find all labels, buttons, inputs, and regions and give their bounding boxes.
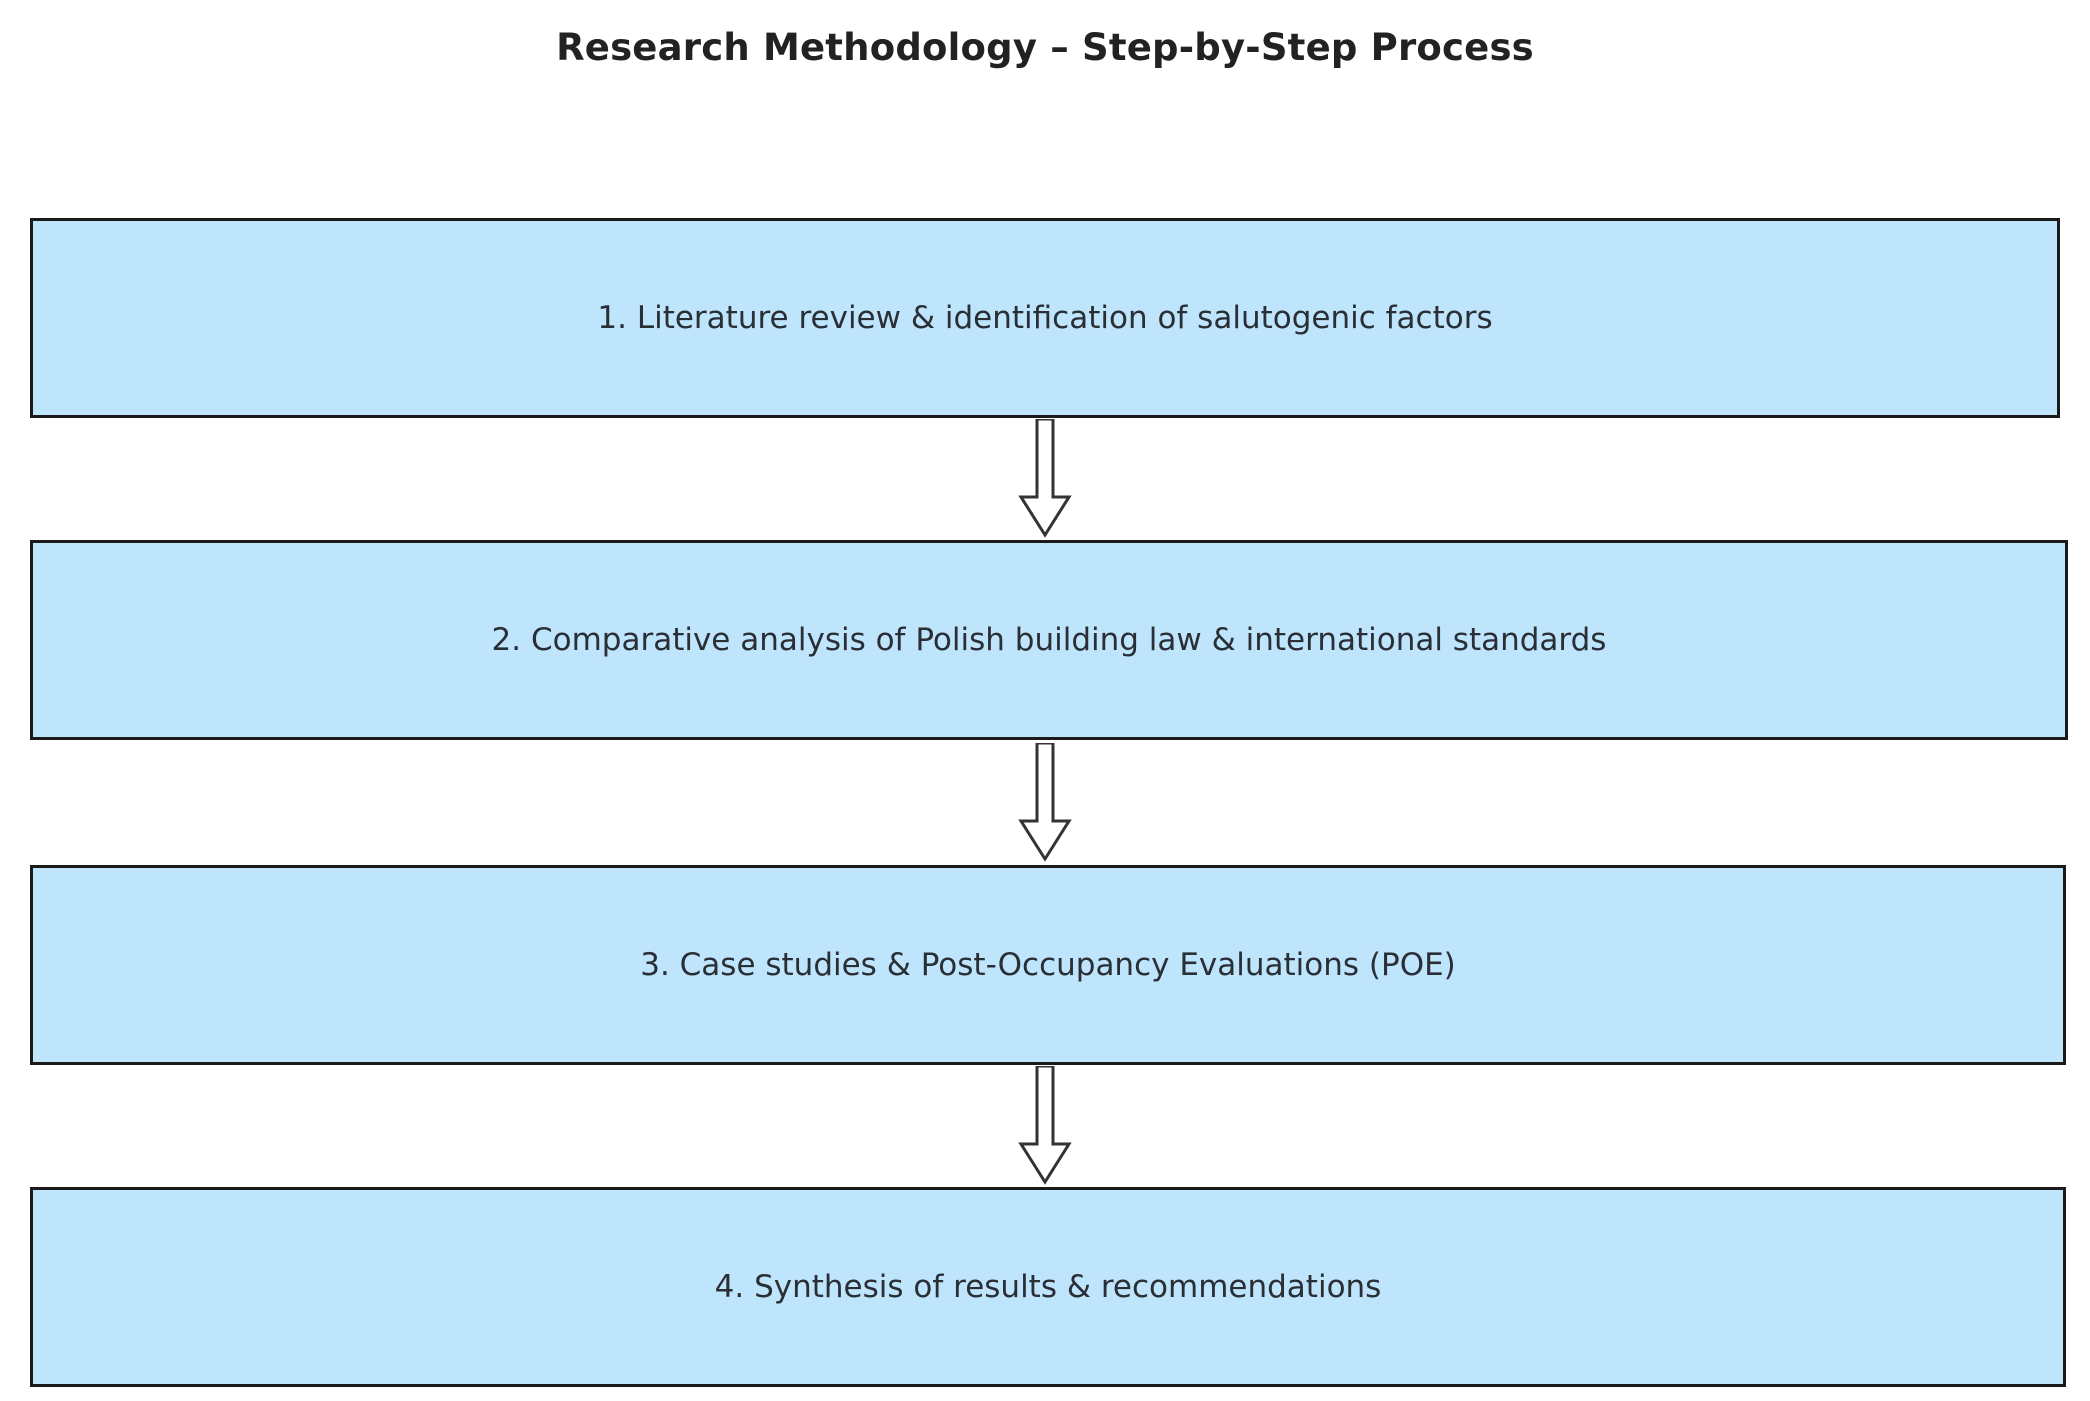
connector-1-2 bbox=[30, 418, 2060, 540]
arrow-down-icon bbox=[1013, 419, 1077, 539]
connector-2-3 bbox=[30, 740, 2060, 865]
flow-step-1[interactable] bbox=[30, 218, 2060, 418]
flow-step-3-label: 3. Case studies & Post-Occupancy Evaluations (POE) bbox=[640, 947, 1456, 983]
arrow-down-icon bbox=[1013, 743, 1077, 863]
flow-step-4[interactable] bbox=[30, 1187, 2066, 1387]
connector-3-4 bbox=[30, 1065, 2060, 1187]
flowchart bbox=[30, 218, 2060, 1387]
flow-step-2-label: 2. Comparative analysis of Polish building law & international standards bbox=[491, 622, 1607, 658]
page-title: Research Methodology – Step-by-Step Process bbox=[556, 26, 1534, 69]
flow-step-4-label: 4. Synthesis of results & recommendations bbox=[714, 1269, 1382, 1305]
flow-step-1-label: 1. Literature review & identification of salutogenic factors bbox=[597, 300, 1493, 336]
flow-step-2[interactable] bbox=[30, 540, 2068, 740]
arrow-down-icon bbox=[1013, 1066, 1077, 1186]
flow-step-3[interactable] bbox=[30, 865, 2066, 1065]
